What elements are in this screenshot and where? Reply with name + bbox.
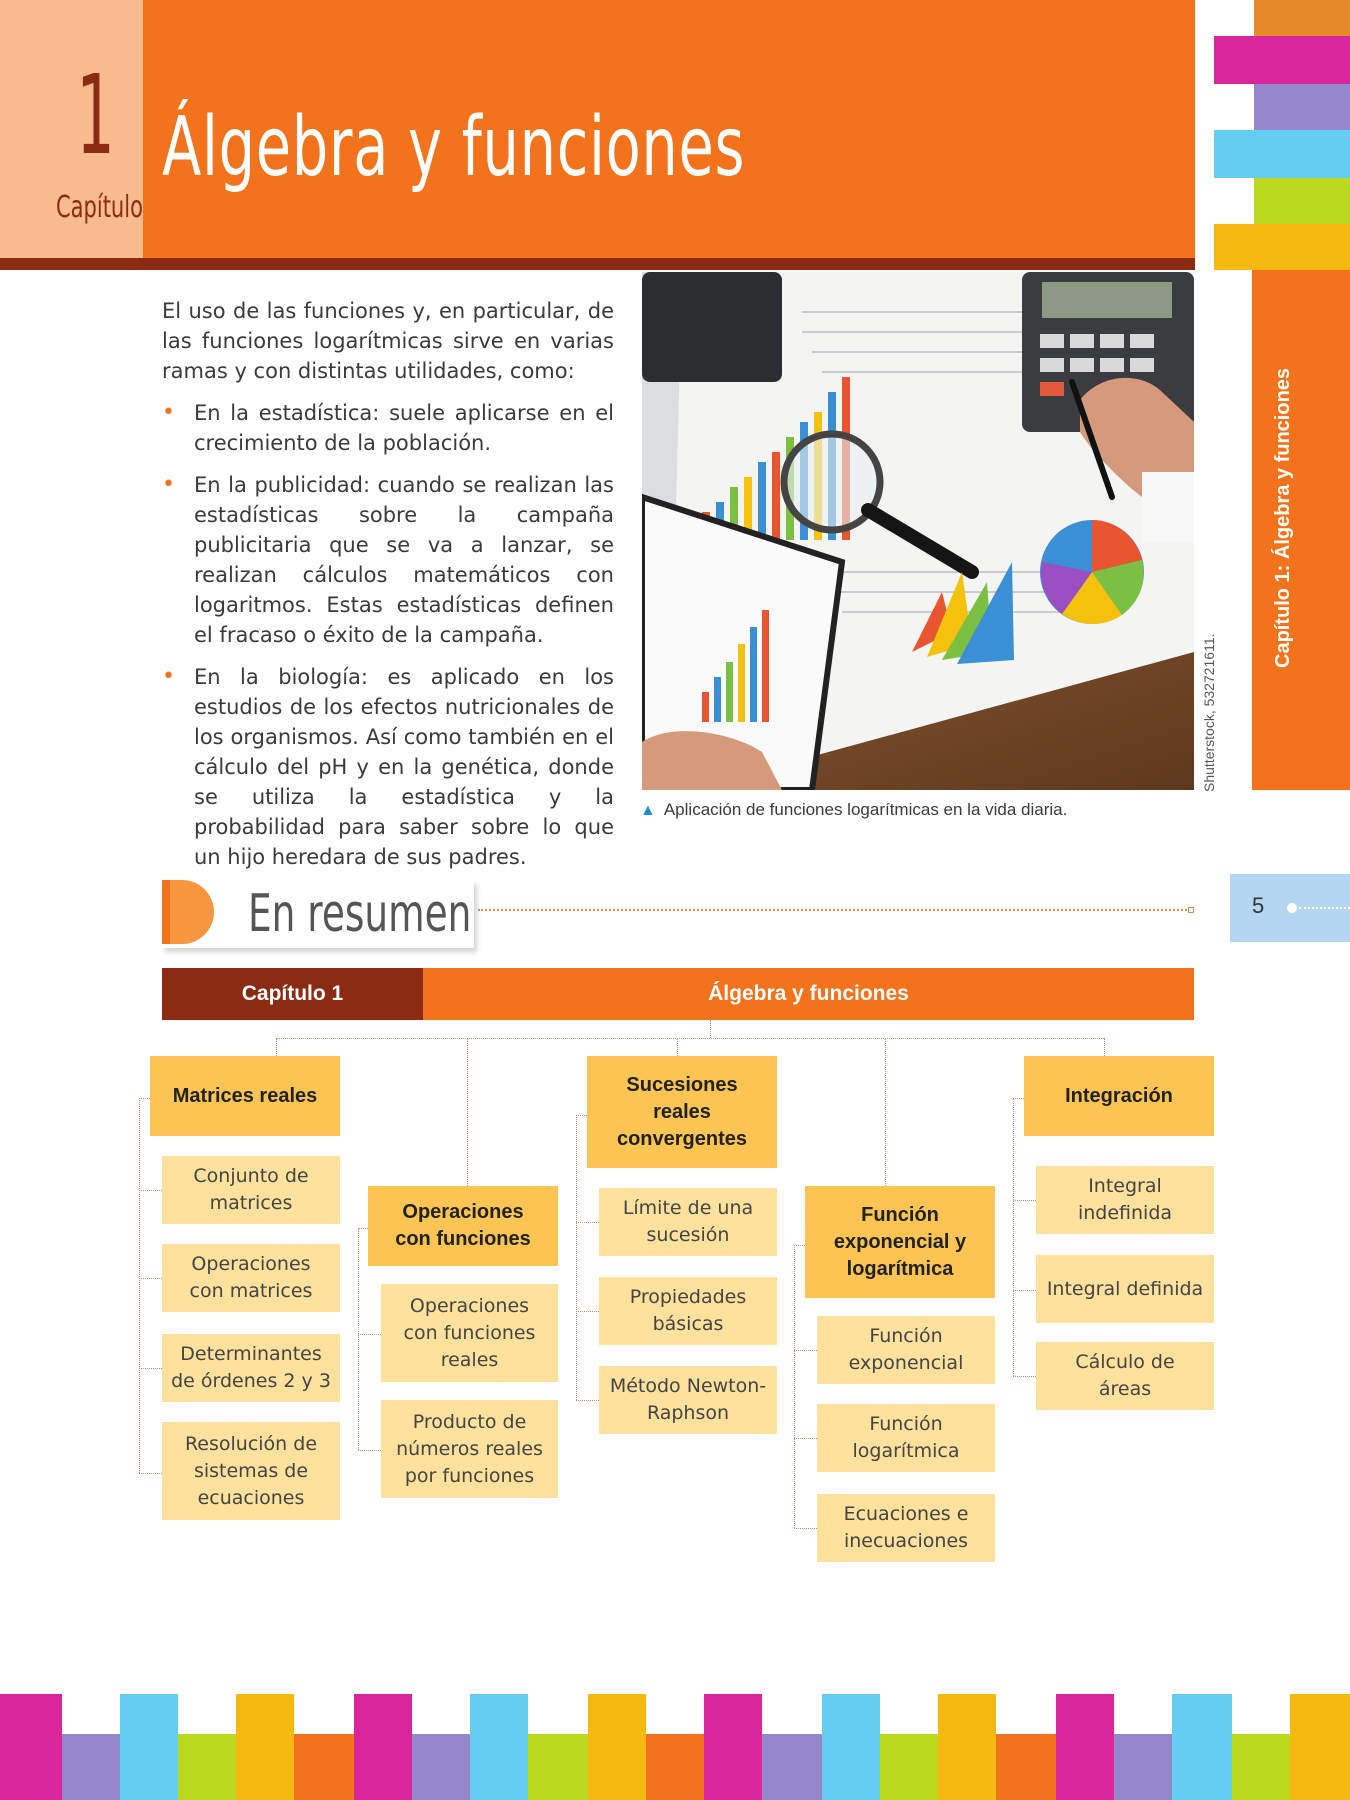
bottom-strip (822, 1694, 880, 1800)
summary-line-end (1188, 907, 1194, 913)
bottom-strip (470, 1694, 528, 1800)
connector (576, 1115, 587, 1116)
bullet-text: En la biología: es aplicado en los estudios de los efectos nutricionales de los organismos. Así como también en el cálculo del pH y en la genética, donde se utiliza la estadística y la probabilidad para saber sobre lo que un hijo heredara de sus padres. (194, 665, 614, 869)
connector (576, 1311, 599, 1312)
summary-chapter-label: Capítulo 1 (162, 968, 423, 1020)
map-item: Función logarítmica (817, 1404, 995, 1472)
page-number: 5 (1252, 893, 1265, 918)
connector (276, 1038, 1104, 1039)
intro-bullet-list (162, 398, 614, 872)
bottom-strip (1232, 1734, 1290, 1800)
map-item: Integral indefinida (1036, 1166, 1214, 1234)
map-item: Determinantes de órdenes 2 y 3 (162, 1334, 340, 1402)
bullet-text: En la estadística: suele aplicarse en el crecimiento de la población. (194, 401, 614, 455)
color-strip-orange (1254, 0, 1350, 36)
triangle-icon: ▲ (640, 802, 656, 819)
color-strip-yellow (1214, 224, 1350, 270)
connector (467, 1038, 468, 1186)
map-heading-sucesiones: Sucesiones reales convergentes (587, 1056, 777, 1168)
connector (794, 1528, 817, 1529)
map-item: Integral definida (1036, 1255, 1214, 1323)
intro-paragraph: El uso de las funciones y, en particular, de las funciones logarítmicas sirve en varias ramas y con distintas utilidades, como: (162, 299, 614, 383)
connector (139, 1473, 162, 1474)
connector (358, 1228, 368, 1229)
chapter-number: 1 (76, 51, 115, 179)
connector (1013, 1098, 1014, 1376)
bullet-icon: • (162, 400, 175, 425)
bottom-strip (0, 1694, 62, 1800)
photo-illustration (642, 272, 1194, 790)
connector (358, 1450, 381, 1451)
bottom-strip (588, 1694, 646, 1800)
side-tab (1252, 270, 1350, 790)
connector (677, 1038, 678, 1056)
map-item: Operaciones con funciones reales (381, 1284, 558, 1382)
list-item (162, 662, 614, 872)
list-item (162, 470, 614, 650)
bottom-strip (412, 1734, 470, 1800)
map-item: Propiedades básicas (599, 1277, 777, 1345)
connector (276, 1038, 277, 1056)
connector (710, 1020, 711, 1038)
title-rule (0, 258, 1195, 270)
intro-text (162, 296, 614, 884)
connector (139, 1368, 162, 1369)
connector (139, 1278, 162, 1279)
map-item: Límite de una sucesión (599, 1188, 777, 1256)
map-item: Resolución de sistemas de ecuaciones (162, 1422, 340, 1520)
bottom-strip (938, 1694, 996, 1800)
connector (885, 1038, 886, 1186)
bottom-strip (236, 1694, 294, 1800)
map-heading-exponencial: Función exponencial y logarítmica (805, 1186, 995, 1298)
page-dotted-line (1299, 907, 1350, 909)
summary-title: En resumen (248, 884, 472, 944)
bottom-strip (1056, 1694, 1114, 1800)
connector (794, 1350, 817, 1351)
connector (358, 1228, 359, 1450)
connector (576, 1400, 599, 1401)
photo-caption-text: Aplicación de funciones logarítmicas en la vida diaria. (663, 800, 1068, 819)
connector (794, 1438, 817, 1439)
bottom-strip (880, 1734, 938, 1800)
connector (139, 1098, 140, 1473)
map-heading-operaciones: Operaciones con funciones (368, 1186, 558, 1266)
bottom-strip (178, 1734, 236, 1800)
color-strip-lime (1254, 178, 1350, 224)
color-strip-magenta (1214, 36, 1350, 84)
chapter-word: Capítulo (56, 190, 143, 225)
connector (576, 1115, 577, 1400)
page-dot-icon (1287, 903, 1297, 913)
bullet-icon: • (162, 664, 175, 689)
map-item: Producto de números reales por funciones (381, 1400, 558, 1498)
bottom-strip (62, 1734, 120, 1800)
page-title: Álgebra y funciones (162, 100, 746, 195)
bottom-strip (528, 1734, 588, 1800)
bottom-strip (120, 1694, 178, 1800)
connector (1013, 1200, 1036, 1201)
photo-caption (640, 800, 1067, 820)
map-item: Conjunto de matrices (162, 1156, 340, 1224)
summary-chapter-title: Álgebra y funciones (423, 968, 1194, 1020)
connector (1104, 1038, 1105, 1056)
connector (1013, 1376, 1036, 1377)
bullet-icon: • (162, 472, 175, 497)
summary-dotted-line (478, 909, 1190, 911)
connector (1013, 1290, 1036, 1291)
bottom-strip (704, 1694, 762, 1800)
map-item: Cálculo de áreas (1036, 1342, 1214, 1410)
connector (1013, 1098, 1024, 1099)
map-item: Operaciones con matrices (162, 1244, 340, 1312)
color-strip-purple (1254, 84, 1350, 130)
list-item (162, 398, 614, 458)
connector (139, 1190, 162, 1191)
bottom-strip (354, 1694, 412, 1800)
photo-statistics (642, 272, 1194, 790)
bottom-strip (294, 1734, 354, 1800)
side-tab-label: Capítulo 1: Álgebra y funciones (1272, 367, 1294, 668)
map-item: Función exponencial (817, 1316, 995, 1384)
map-item: Método Newton-Raphson (599, 1366, 777, 1434)
bottom-strip (1172, 1694, 1232, 1800)
map-heading-matrices: Matrices reales (150, 1056, 340, 1136)
connector (358, 1334, 381, 1335)
bottom-strip (1114, 1734, 1172, 1800)
photo-credit: Shutterstock, 532721611. (1201, 633, 1217, 792)
map-heading-integracion: Integración (1024, 1056, 1214, 1136)
bottom-strip (646, 1734, 704, 1800)
connector (794, 1245, 795, 1528)
connector (139, 1098, 150, 1099)
connector (794, 1245, 805, 1246)
connector (576, 1222, 599, 1223)
bottom-strip (762, 1734, 822, 1800)
bottom-strip (996, 1734, 1056, 1800)
bottom-strip (1290, 1694, 1350, 1800)
map-item: Ecuaciones e inecuaciones (817, 1494, 995, 1562)
summary-d-icon (162, 880, 214, 944)
bullet-text: En la publicidad: cuando se realizan las estadísticas sobre la campaña publicitaria que se va a lanzar, se realizan cálculos matemáticos con logaritmos. Estas estadísticas definen el fracaso o éxito de la campaña. (194, 473, 614, 647)
color-strip-cyan (1214, 130, 1350, 178)
